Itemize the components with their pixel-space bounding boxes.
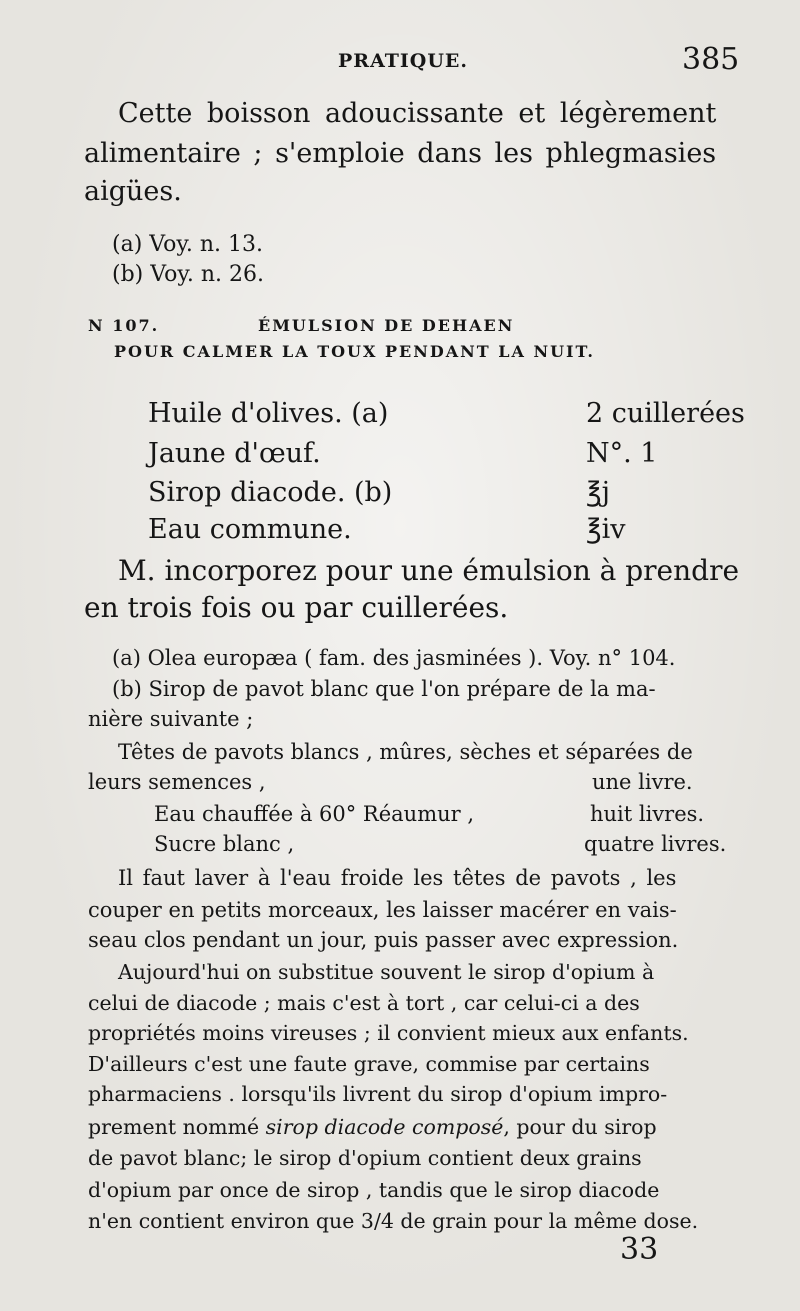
commentary-line-6-start: prement nommé	[88, 1115, 266, 1139]
intro-line-3: aigües.	[84, 176, 182, 207]
method-line-1: Il faut laver à l'eau froide les têtes de pavots , les	[118, 866, 677, 890]
commentary-line-1: Aujourd'hui on substitue souvent le sirop d'opium à	[118, 960, 655, 984]
commentary-line-2: celui de diacode ; mais c'est à tort , car celui-ci a des	[88, 991, 640, 1015]
footnote-a: (a) Olea europæa ( fam. des jasminées ). Voy. n° 104.	[112, 646, 676, 670]
commentary-line-6	[88, 1115, 657, 1139]
recipe-number: N 107.	[88, 316, 160, 335]
prep-line-2-label: leurs semences ,	[88, 770, 266, 794]
ingredient-name: Sirop diacode. (b)	[148, 477, 393, 508]
directions-line-1: M. incorporez pour une émulsion à prendre	[118, 554, 740, 587]
page-number: 385	[682, 42, 740, 77]
prep-line-3-label: Eau chauffée à 60° Réaumur ,	[154, 802, 475, 826]
ingredient-qty: N°. 1	[586, 438, 658, 469]
intro-line-1: Cette boisson adoucissante et légèrement	[118, 98, 717, 129]
recipe-subtitle: POUR CALMER LA TOUX PENDANT LA NUIT.	[114, 342, 595, 361]
running-title: PRATIQUE.	[338, 50, 469, 72]
commentary-line-6-end: , pour du sirop	[503, 1115, 657, 1139]
commentary-line-7: de pavot blanc; le sirop d'opium contient deux grains	[88, 1146, 642, 1170]
commentary-line-6-italic: sirop diacode composé	[265, 1115, 504, 1139]
prep-line-1: Têtes de pavots blancs , mûres, sèches et séparées de	[118, 740, 693, 764]
ingredient-qty: ℥iv	[586, 514, 626, 545]
method-line-3: seau clos pendant un jour, puis passer avec expression.	[88, 928, 679, 952]
footnote-b-line-1: (b) Sirop de pavot blanc que l'on prépare de la ma-	[112, 677, 656, 701]
intro-note-b: (b) Voy. n. 26.	[112, 262, 264, 287]
recipe-title: ÉMULSION DE DEHAEN	[258, 316, 515, 335]
ingredient-qty: 2 cuillerées	[586, 398, 745, 429]
prep-line-4-qty: quatre livres.	[584, 832, 727, 856]
ingredient-name: Huile d'olives. (a)	[148, 398, 389, 429]
intro-line-2: alimentaire ; s'emploie dans les phlegmasies	[84, 138, 717, 169]
footnote-b-line-2: nière suivante ;	[88, 707, 254, 731]
directions-line-2: en trois fois ou par cuillerées.	[84, 591, 509, 624]
commentary-line-9: n'en contient environ que 3/4 de grain pour la même dose.	[88, 1209, 699, 1233]
commentary-line-8: d'opium par once de sirop , tandis que le sirop diacode	[88, 1178, 660, 1202]
prep-line-4-label: Sucre blanc ,	[154, 832, 295, 856]
ingredient-qty: ℥j	[586, 477, 610, 508]
commentary-line-4: D'ailleurs c'est une faute grave, commise par certains	[88, 1052, 650, 1076]
commentary-line-3: propriétés moins vireuses ; il convient mieux aux enfants.	[88, 1021, 689, 1045]
commentary-line-5: pharmaciens . lorsqu'ils livrent du sirop d'opium impro-	[88, 1082, 668, 1106]
method-line-2: couper en petits morceaux, les laisser macérer en vais-	[88, 898, 677, 922]
prep-line-2-qty: une livre.	[592, 770, 693, 794]
ingredient-name: Eau commune.	[148, 514, 352, 545]
intro-note-a: (a) Voy. n. 13.	[112, 232, 264, 257]
prep-line-3-qty: huit livres.	[590, 802, 705, 826]
signature-mark: 33	[620, 1232, 659, 1267]
ingredient-name: Jaune d'œuf.	[148, 438, 321, 469]
